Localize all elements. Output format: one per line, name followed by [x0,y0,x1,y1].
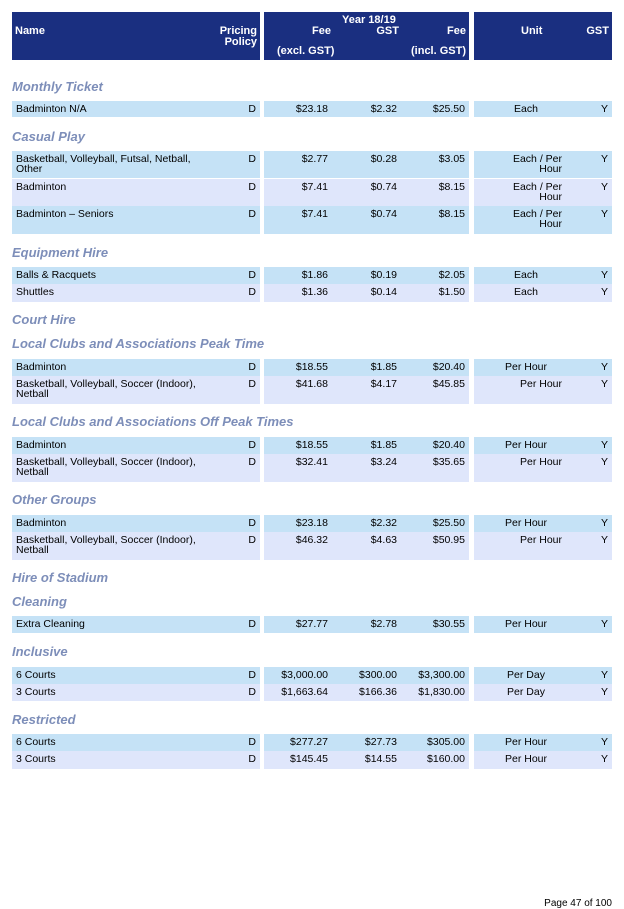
row-unit: Each [514,269,538,281]
row-fee-cell [264,376,469,404]
row-fee-incl: $305.00 [427,736,465,748]
row-gst-flag: Y [600,618,608,630]
row-fee-incl: $20.40 [432,361,465,373]
row-pricing-policy: D [248,269,256,281]
row-fee-incl: $3.05 [438,153,465,165]
row-fee-excl: $23.18 [295,103,328,115]
row-name: Badminton [16,439,67,451]
table-row [0,376,624,404]
row-name: Balls & Racquets [16,269,96,281]
row-gst: $14.55 [364,753,397,765]
row-fee-incl: $25.50 [432,103,465,115]
row-pricing-policy: D [248,534,256,546]
row-name: Basketball, Volleyball, Soccer (Indoor), Netball [16,456,196,478]
row-name: Badminton N/A [16,103,87,115]
row-fee-incl: $45.85 [432,378,465,390]
row-pricing-policy: D [248,686,256,698]
row-left-cell [12,151,260,178]
row-pricing-policy: D [248,361,256,373]
header-name: Name [15,25,45,37]
table-row [0,667,624,684]
row-pricing-policy: D [248,208,256,220]
row-unit-cell [474,616,612,633]
row-unit: Per Day [507,686,545,698]
row-unit-cell [474,101,612,117]
row-gst-flag: Y [600,736,608,748]
table-row [0,359,624,376]
row-fee-excl: $23.18 [295,517,328,529]
header-fee-incl: Fee [447,25,466,37]
row-fee-incl: $8.15 [438,208,465,220]
row-unit-cell [474,454,612,482]
row-left-cell [12,101,260,117]
header-pricing-policy-2: Policy [224,36,257,48]
row-name: Badminton [16,361,67,373]
row-left-cell [12,179,260,206]
row-unit-cell [474,359,612,376]
row-unit-cell [474,284,612,302]
row-fee-cell [264,454,469,482]
row-fee-cell [264,101,469,117]
header-year: Year 18/19 [342,14,396,26]
page-number: Page 47 of 100 [544,898,612,909]
table-row [0,101,624,117]
row-fee-incl: $8.15 [438,181,465,193]
row-gst-flag: Y [600,269,608,281]
row-gst-flag: Y [600,103,608,115]
row-pricing-policy: D [248,181,256,193]
row-fee-excl: $1.36 [301,286,328,298]
row-fee-cell [264,751,469,769]
table-row [0,179,624,206]
section-title: Hire of Stadium [12,570,109,585]
row-unit: Each [514,286,538,298]
row-unit-cell [474,684,612,701]
row-gst-flag: Y [600,181,608,193]
row-unit: Each [514,103,538,115]
table-row [0,751,624,769]
row-pricing-policy: D [248,153,256,165]
header-unit: Unit [521,25,543,37]
header-gst: GST [376,25,399,37]
row-fee-cell [264,616,469,633]
row-unit: Per Day [507,669,545,681]
section-title: Equipment Hire [12,245,109,260]
row-left-cell [12,684,260,701]
row-unit: Per Hour [504,361,547,373]
row-name: 3 Courts [16,753,56,765]
row-left-cell [12,515,260,532]
row-gst-flag: Y [600,286,608,298]
section-title: Local Clubs and Associations Peak Time [12,336,265,351]
row-name: Basketball, Volleyball, Soccer (Indoor), Netball [16,534,196,556]
row-unit: Per Hour [519,456,562,468]
row-unit: Per Hour [519,534,562,546]
row-unit-cell [474,734,612,751]
row-left-cell [12,206,260,234]
header-incl-gst: (incl. GST) [411,45,466,57]
row-gst-flag: Y [600,686,608,698]
row-unit-cell [474,179,612,206]
row-left-cell [12,616,260,633]
header-excl-gst: (excl. GST) [277,45,335,57]
section-title: Monthly Ticket [12,79,103,94]
row-fee-excl: $41.68 [295,378,328,390]
table-row [0,532,624,560]
row-unit: Per Hour [504,753,547,765]
row-name: Shuttles [16,286,54,298]
row-unit-cell [474,267,612,284]
row-unit-cell [474,532,612,560]
table-row [0,616,624,633]
row-fee-excl: $1.86 [301,269,328,281]
section-title: Casual Play [12,129,85,144]
row-gst: $0.14 [370,286,397,298]
row-gst: $0.74 [370,181,397,193]
row-fee-incl: $3,300.00 [418,669,465,681]
section-title: Court Hire [12,312,76,327]
row-fee-incl: $1,830.00 [418,686,465,698]
table-header-left [12,12,260,60]
row-left-cell [12,751,260,769]
row-fee-cell [264,667,469,684]
section-title: Other Groups [12,492,97,507]
table-row [0,206,624,234]
row-unit: Per Hour [504,517,547,529]
row-pricing-policy: D [248,439,256,451]
row-fee-cell [264,151,469,178]
row-gst: $1.85 [370,439,397,451]
row-fee-excl: $18.55 [295,439,328,451]
row-gst-flag: Y [600,669,608,681]
row-pricing-policy: D [248,378,256,390]
row-gst: $4.63 [370,534,397,546]
row-name: 6 Courts [16,669,56,681]
row-pricing-policy: D [248,286,256,298]
row-unit-cell [474,206,612,234]
row-fee-incl: $20.40 [432,439,465,451]
row-gst: $1.85 [370,361,397,373]
row-fee-excl: $46.32 [295,534,328,546]
row-pricing-policy: D [248,456,256,468]
header-fee-excl: Fee [312,25,331,37]
row-left-cell [12,267,260,284]
section-title: Inclusive [12,644,68,659]
row-unit: Each / Per Hour [512,153,562,175]
row-gst: $300.00 [359,669,397,681]
row-fee-excl: $2.77 [301,153,328,165]
row-name: Badminton [16,517,67,529]
row-fee-excl: $1,663.64 [281,686,328,698]
row-pricing-policy: D [248,517,256,529]
row-fee-cell [264,359,469,376]
row-name: Basketball, Volleyball, Soccer (Indoor), Netball [16,378,196,400]
row-fee-cell [264,179,469,206]
row-unit-cell [474,376,612,404]
row-fee-cell [264,284,469,302]
table-row [0,734,624,751]
row-fee-cell [264,437,469,454]
row-fee-cell [264,734,469,751]
row-fee-excl: $32.41 [295,456,328,468]
table-row [0,454,624,482]
row-left-cell [12,284,260,302]
row-fee-excl: $27.77 [295,618,328,630]
row-gst: $0.28 [370,153,397,165]
row-fee-cell [264,515,469,532]
row-fee-incl: $30.55 [432,618,465,630]
row-unit: Each / Per Hour [512,181,562,203]
row-fee-excl: $277.27 [290,736,328,748]
row-pricing-policy: D [248,103,256,115]
row-fee-cell [264,267,469,284]
header-pricing-policy-1: Pricing [219,25,257,37]
row-pricing-policy: D [248,736,256,748]
row-gst-flag: Y [600,517,608,529]
row-fee-incl: $2.05 [438,269,465,281]
row-fee-excl: $18.55 [295,361,328,373]
table-row [0,267,624,284]
row-name: Badminton [16,181,67,193]
row-fee-cell [264,532,469,560]
row-gst: $3.24 [370,456,397,468]
row-fee-excl: $145.45 [290,753,328,765]
table-row [0,284,624,302]
row-gst-flag: Y [600,361,608,373]
row-left-cell [12,734,260,751]
row-fee-incl: $160.00 [427,753,465,765]
row-gst: $0.74 [370,208,397,220]
table-header-middle [264,12,469,60]
row-unit-cell [474,667,612,684]
row-unit-cell [474,151,612,178]
row-gst-flag: Y [600,753,608,765]
table-row [0,684,624,701]
row-pricing-policy: D [248,669,256,681]
row-name: 6 Courts [16,736,56,748]
row-gst: $2.32 [370,103,397,115]
row-gst: $166.36 [359,686,397,698]
section-title: Local Clubs and Associations Off Peak Times [12,414,294,429]
row-fee-cell [264,684,469,701]
row-unit: Per Hour [504,618,547,630]
row-fee-excl: $7.41 [301,208,328,220]
row-left-cell [12,532,260,560]
row-gst: $2.32 [370,517,397,529]
row-gst-flag: Y [600,208,608,220]
row-fee-incl: $35.65 [432,456,465,468]
row-left-cell [12,376,260,404]
row-unit: Each / Per Hour [512,208,562,230]
section-title: Cleaning [12,594,67,609]
row-pricing-policy: D [248,618,256,630]
row-name: Extra Cleaning [16,618,85,630]
table-row [0,515,624,532]
row-unit: Per Hour [504,736,547,748]
row-unit-cell [474,437,612,454]
row-unit-cell [474,751,612,769]
row-gst-flag: Y [600,439,608,451]
row-pricing-policy: D [248,753,256,765]
header-gst-flag: GST [586,25,609,37]
row-gst: $0.19 [370,269,397,281]
row-fee-cell [264,206,469,234]
row-gst-flag: Y [600,378,608,390]
row-name: Badminton – Seniors [16,208,114,220]
row-name: 3 Courts [16,686,56,698]
row-fee-incl: $1.50 [438,286,465,298]
row-gst-flag: Y [600,153,608,165]
row-gst: $4.17 [370,378,397,390]
row-fee-incl: $50.95 [432,534,465,546]
row-gst: $2.78 [370,618,397,630]
table-row [0,151,624,178]
row-fee-incl: $25.50 [432,517,465,529]
row-unit: Per Hour [519,378,562,390]
row-fee-excl: $3,000.00 [281,669,328,681]
row-gst-flag: Y [600,534,608,546]
row-left-cell [12,454,260,482]
table-row [0,437,624,454]
row-left-cell [12,667,260,684]
table-header-right [474,12,612,60]
row-gst-flag: Y [600,456,608,468]
row-unit: Per Hour [504,439,547,451]
row-fee-excl: $7.41 [301,181,328,193]
section-title: Restricted [12,712,76,727]
row-left-cell [12,437,260,454]
row-left-cell [12,359,260,376]
row-name: Basketball, Volleyball, Futsal, Netball, Other [16,153,191,175]
row-gst: $27.73 [364,736,397,748]
row-unit-cell [474,515,612,532]
